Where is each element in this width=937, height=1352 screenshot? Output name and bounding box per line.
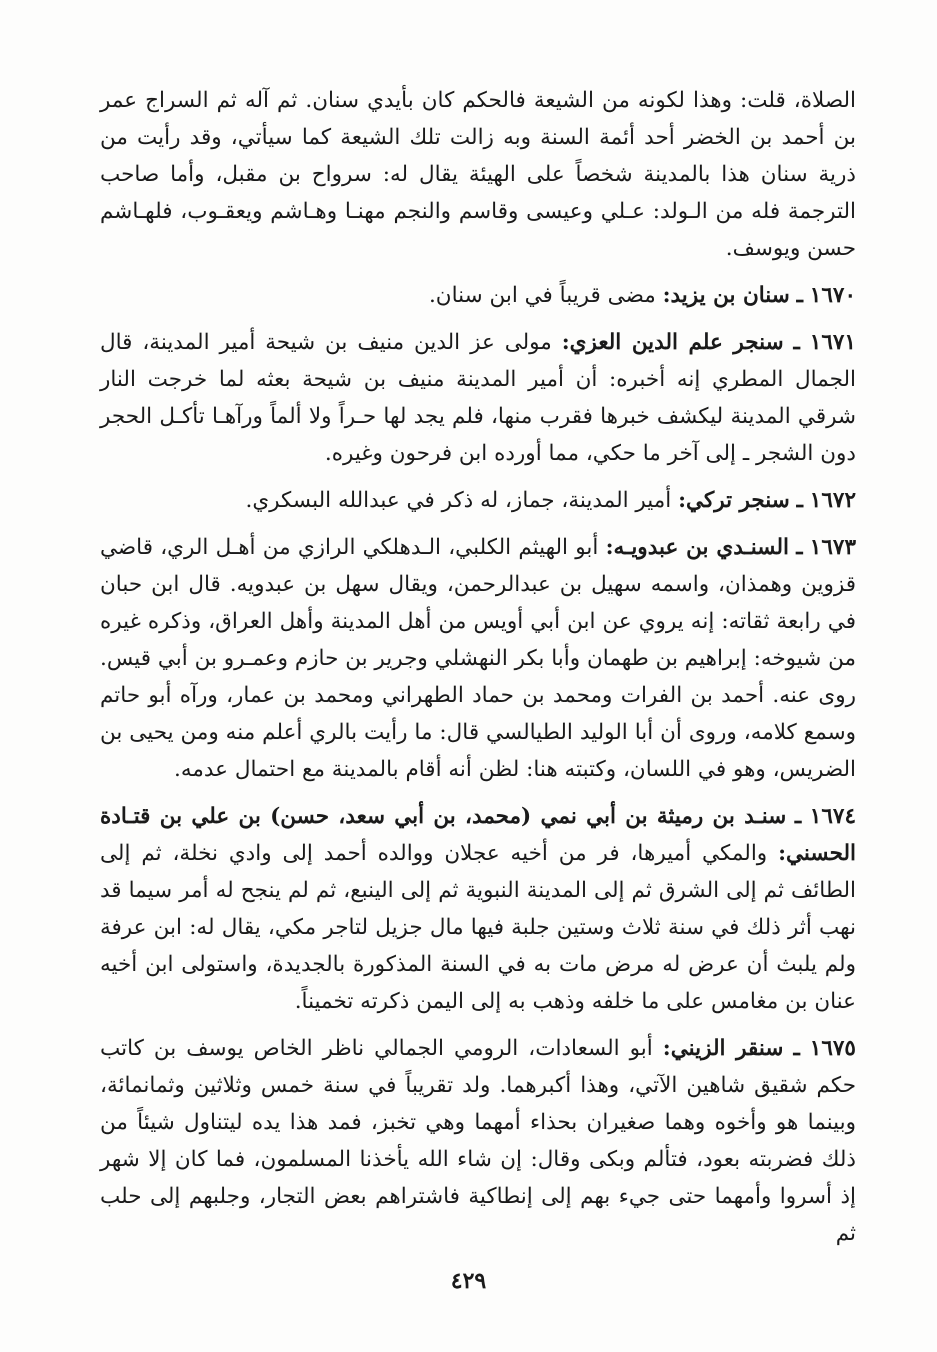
entry-body: أبو الهيثم الكلبي، الـدهلكي الرازي من أهـل الري، قاضي قزوين وهمذان، واسمه سهيل بن عبدالرحمن، ويقال سهل بن عبدويه. قال ابن حبان في رابعة ثقاته: إنه يروي عن ابن أبي أويس من أهل المدينة وأهل العراق، وذكره غيره من شيوخه: إبراهيم بن طهمان وأبا بكر النهشلي وجرير بن حازم وعمـرو بن أبي قيس. روى عنه. أحمد بن الفرات ومحمد بن حماد الطهراني ومحمد بن عمار، ورآه أبو حاتم وسمع كلامه، وروى أن أبا الوليد الطيالسي قال: ما رأيت بالري أعلم منه ومن يحيى بن الضريس، وهو في اللسان، وكتبته هنا: لظن أنه أقام بالمدينة مع احتمال عدمه. (100, 535, 856, 782)
intro-paragraph (100, 82, 856, 267)
entry-dash: ـ (796, 488, 803, 513)
entry-1673 (100, 529, 856, 788)
entry-body: أبو السعادات، الرومي الجمالي ناظر الخاص يوسف بن كاتب حكم شقيق شاهين الآتي، وهذا أكبرهما. ولد تقريباً في سنة خمس وثلاثين وثمانمائة، وبينما هو وأخوه وهما صغيران بحذاء أمهما وهي تخبز، فمد هذا يده ليتناول شيئاً من ذلك فضربته بعود، فتألم وبكى وقال: إن شاء الله يأخذنا المسلمون، فما كان إلا شهر إذ أسروا وأمهما حتى جيء بهم إلى إنطاكية فاشتراهم بعض التجار، وجلبهم إلى حلب ثم (100, 1036, 856, 1246)
entry-number: ١٦٧٢ (809, 488, 856, 513)
entry-number: ١٦٧٠ (809, 283, 856, 308)
entry-1671 (100, 324, 856, 472)
entry-body: مولى عز الدين منيف بن شيحة أمير المدينة، قال الجمال المطري إنه أخبره: أن أمير المدينة منيف بن شيحة بعثه لما خرجت النار شرقي المدينة ليكشف خبرها فقرب منها، فلم يجد لها حـراً ولا ألماً ورآهـا تأكـل الحجر دون الشجر ـ إلى آخر ما حكي، مما أورده ابن فرحون وغيره. (100, 330, 856, 466)
entry-body: والمكي أميرها، فر من أخيه عجلان ووالده أحمد إلى وادي نخلة، ثم إلى الطائف ثم إلى الشرق ثم إلى المدينة النبوية ثم إلى الينبع، ثم لم ينجح له أمر سيما قد نهب أثر ذلك في سنة ثلاث وستين جلبة فيها مال جزيل لتاجر مكي، يقال له: ابن عرفة ولم يلبث أن عرض له مرض مات به في السنة المذكورة بالجديدة، واستولى ابن أخيه عنان بن مغامس على ما خلفه وذهب به إلى اليمن ذكرته تخميناً. (100, 841, 856, 1014)
entry-1675 (100, 1030, 856, 1252)
entry-heading: سنـد بن رميثة بن أبي نمي (محمد، بن أبي سعد، حسن) بن علي بن قتـادة الحسني: (100, 804, 857, 866)
entry-body: أمير المدينة، جماز، له ذكر في عبدالله البسكري. (245, 488, 672, 513)
entry-1670 (100, 277, 856, 314)
entry-dash: ـ (794, 804, 802, 829)
page-number: ٤٢٩ (450, 1268, 487, 1294)
entry-number: ١٦٧٤ (809, 804, 856, 829)
entry-dash: ـ (796, 535, 803, 560)
entry-dash: ـ (793, 330, 800, 355)
intro-text: الصلاة، قلت: وهذا لكونه من الشيعة فالحكم كان بأيدي سنان. ثم آله ثم السراج عمر بن أحمد بن الخضر أحد أئمة السنة وبه زالت تلك الشيعة كما سيأتي، وقد رأيت من ذرية سنان هذا بالمدينة شخصاً على الهيئة يقال له: سرواح بن مقبل، وأما صاحب الترجمة فله من الـولد: عـلي وعيسى وقاسم والنجم مهنـا وهـاشم ويعقـوب، فلهـاشم حسن ويوسف. (100, 88, 856, 261)
entry-heading: سنان بن يزيد: (662, 283, 790, 308)
entry-heading: سنجر علم الدين العزي: (561, 330, 784, 355)
entry-1674 (100, 798, 856, 1020)
entry-number: ١٦٧١ (809, 330, 856, 355)
entry-number: ١٦٧٥ (809, 1036, 856, 1061)
entry-dash: ـ (793, 1036, 800, 1061)
entry-heading: سنجر تركي: (678, 488, 790, 513)
entry-number: ١٦٧٣ (809, 535, 856, 560)
entry-1672 (100, 482, 856, 519)
entry-heading: سنقر الزيني: (662, 1036, 784, 1061)
entry-dash: ـ (796, 283, 803, 308)
entry-body: مضى قريباً في ابن سنان. (428, 283, 656, 308)
page-body (100, 82, 856, 1262)
entry-heading: السنـدي بن عبدويـه: (605, 535, 790, 560)
